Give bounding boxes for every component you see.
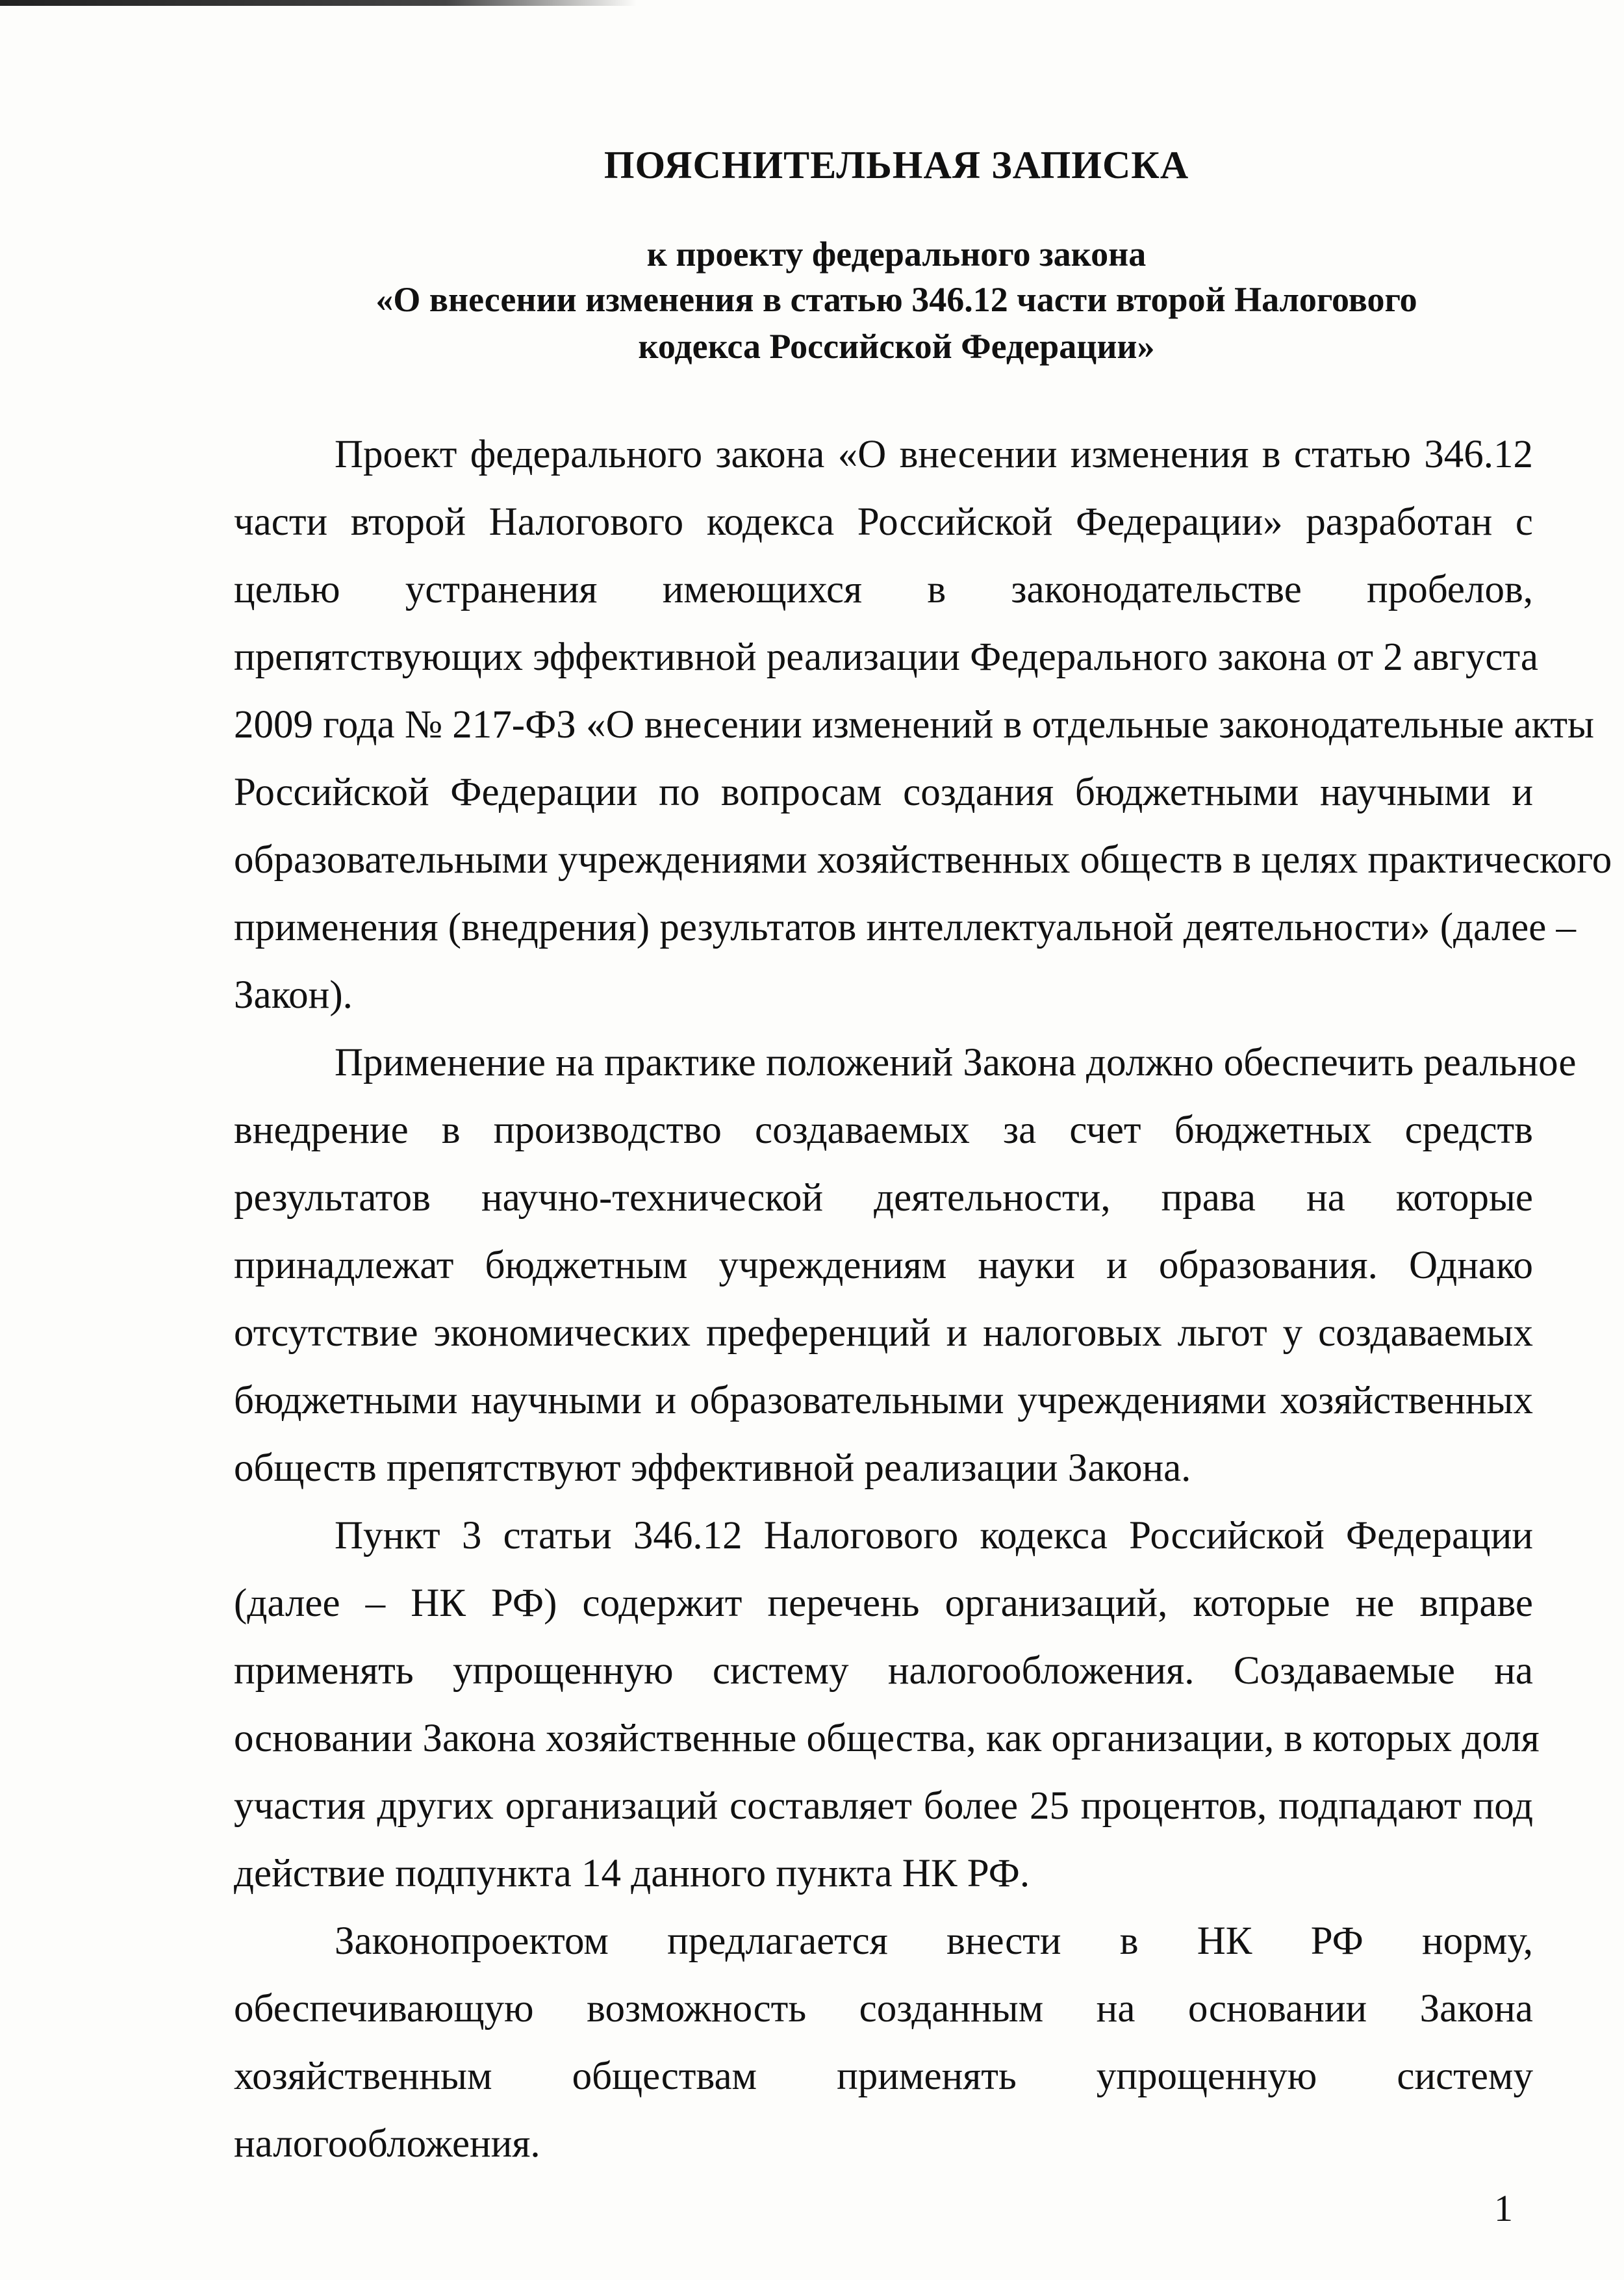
document-subtitle-line: к проекту федерального закона [646, 235, 1147, 274]
paragraph-line: основании Закона хозяйственные общества, как организации, в которых доля [234, 1717, 1540, 1760]
document-title: ПОЯСНИТЕЛЬНАЯ ЗАПИСКА [603, 144, 1189, 186]
scan-edge-artifact [0, 0, 637, 6]
paragraph-line: 2009 года № 217-ФЗ «О внесении изменений в отдельные законодательные акты [234, 703, 1595, 747]
paragraph [234, 421, 1612, 1029]
paragraph-line: применения (внедрения) результатов интеллектуальной деятельности» (далее – [234, 906, 1577, 949]
paragraph-line: целью устранения имеющихся в законодательстве пробелов, [234, 568, 1533, 611]
paragraph-line: обществ препятствуют эффективной реализации Закона. [234, 1446, 1191, 1490]
page-number: 1 [1494, 2187, 1513, 2229]
paragraph-line: результатов научно-технической деятельности, права на которые [234, 1176, 1533, 1220]
document-body [234, 421, 1612, 2178]
document-subtitle-line: кодекса Российской Федерации» [638, 327, 1155, 366]
paragraph-line: действие подпункта 14 данного пункта НК РФ. [234, 1852, 1030, 1895]
paragraph-line: части второй Налогового кодекса Российской Федерации» разработан с [234, 500, 1533, 544]
paragraph-line: внедрение в производство создаваемых за счет бюджетных средств [234, 1108, 1533, 1152]
paragraph-line: хозяйственным обществам применять упрощенную систему [234, 2055, 1533, 2098]
paragraph-line: принадлежат бюджетным учреждениям науки и образования. Однако [234, 1244, 1533, 1287]
paragraph [234, 1908, 1533, 2178]
document-subtitle-line: «О внесении изменения в статью 346.12 части второй Налогового [375, 280, 1417, 319]
paragraph-line: препятствующих эффективной реализации Федерального закона от 2 августа [234, 635, 1538, 679]
paragraph-line: Закон). [234, 973, 353, 1017]
paragraph-line: (далее – НК РФ) содержит перечень организаций, которые не вправе [234, 1582, 1533, 1625]
paragraph-line: Пункт 3 статьи 346.12 Налогового кодекса Российской Федерации [335, 1514, 1533, 1557]
paragraph [234, 1029, 1577, 1502]
paragraph-line: применять упрощенную систему налогообложения. Создаваемые на [234, 1649, 1533, 1693]
paragraph-line: Применение на практике положений Закона должно обеспечить реальное [335, 1041, 1577, 1084]
paragraph-line: налогообложения. [234, 2122, 540, 2166]
paragraph-line: Проект федерального закона «О внесении изменения в статью 346.12 [335, 433, 1533, 476]
paragraph-line: Законопроектом предлагается внести в НК РФ норму, [335, 1919, 1533, 1963]
paragraph-line: Российской Федерации по вопросам создания бюджетными научными и [234, 771, 1533, 814]
paragraph [234, 1502, 1540, 1908]
paragraph-line: бюджетными научными и образовательными учреждениями хозяйственных [234, 1379, 1533, 1422]
paragraph-line: обеспечивающую возможность созданным на основании Закона [234, 1987, 1533, 2030]
paragraph-line: участия других организаций составляет более 25 процентов, подпадают под [234, 1784, 1533, 1828]
paragraph-line: отсутствие экономических преференций и налоговых льгот у создаваемых [234, 1311, 1533, 1355]
paragraph-line: образовательными учреждениями хозяйственных обществ в целях практического [234, 838, 1612, 882]
